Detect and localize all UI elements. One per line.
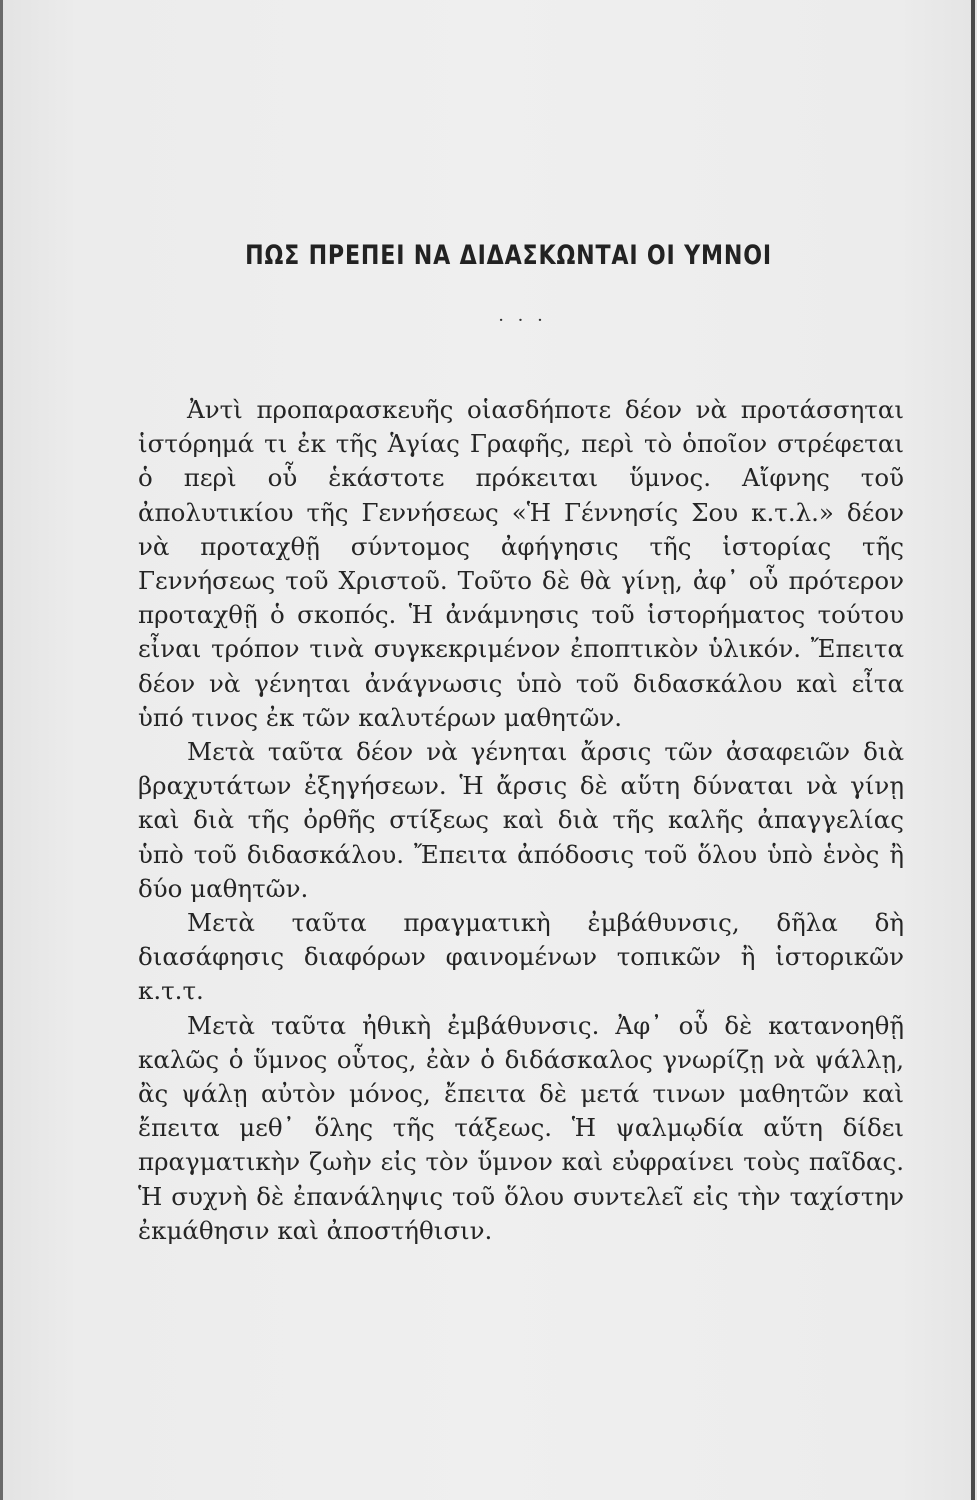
page-left-edge	[0, 0, 3, 1500]
paragraph-4: Μετὰ ταῦτα ἠθικὴ ἐμβάθυνσις. Ἀφ᾿ οὗ δὲ κατανοηθῇ καλῶς ὁ ὕμνος οὗτος, ἐὰν ὁ διδάσκαλος γνωρίζῃ νὰ ψάλλῃ, ἂς ψάλῃ αὐτὸν μόνος, ἔπειτα δὲ μετά τινων μαθητῶν καὶ ἔπειτα μεθ᾿ ὅλης τῆς τάξεως. Ἡ ψαλμῳδία αὕτη δίδει πραγματικὴν ζωὴν εἰς τὸν ὕμνον καὶ εὐφραίνει τοὺς παῖδας. Ἡ συχνὴ δὲ ἐπανάληψις τοῦ ὅλου συντελεῖ εἰς τὴν ταχίστην ἐκμάθησιν καὶ ἀποστήθισιν.	[138, 1010, 904, 1245]
page-right-edge	[971, 0, 975, 1500]
paragraph-1: Ἀντὶ προπαρασκευῆς οἱασδήποτε δέον νὰ προτάσσηται ἱστόρημά τι ἐκ τῆς Ἁγίας Γραφῆς, περὶ τὸ ὁποῖον στρέφεται ὁ περὶ οὗ ἑκάστοτε πρόκειται ὕμνος. Αἴφνης τοῦ ἀπολυτικίου τῆς Γεννήσεως «Ἡ Γέννησίς Σου κ.τ.λ.» δέον νὰ προταχθῇ σύντομος ἀφήγησις τῆς ἱστορίας τῆς Γεννήσεως τοῦ Χριστοῦ. Τοῦτο δὲ θὰ γίνῃ, ἀφ᾿ οὗ πρότερον προταχθῇ ὁ σκοπός. Ἡ ἀνάμνησις τοῦ ἱστορήματος τούτου εἶναι τρόπον τινὰ συγκεκριμένον ἐποπτικὸν ὑλικόν. Ἔπειτα δέον νὰ γένηται ἀνάγνωσις ὑπὸ τοῦ διδασκάλου καὶ εἶτα ὑπό τινος ἐκ τῶν καλυτέρων μαθητῶν.	[138, 395, 904, 732]
chapter-title: ΠΩΣ ΠΡΕΠΕΙ ΝΑ ΔΙΔΑΣΚΩΝΤΑΙ ΟΙ ΥΜΝΟΙ	[245, 240, 772, 271]
body-text	[138, 393, 904, 1248]
paragraph-3: Μετὰ ταῦτα πραγματικὴ ἐμβάθυνσις, δῆλα δὴ διασάφησις διαφόρων φαινομένων τοπικῶν ἢ ἱστορικῶν κ.τ.τ.	[138, 908, 904, 1006]
title-ornament: · · ·	[498, 310, 547, 331]
paragraph-2: Μετὰ ταῦτα δέον νὰ γένηται ἄρσις τῶν ἀσαφειῶν διὰ βραχυτάτων ἐξηγήσεων. Ἡ ἄρσις δὲ αὕτη δύναται νὰ γίνῃ καὶ διὰ τῆς ὀρθῆς στίξεως καὶ διὰ τῆς καλῆς ἀπαγγελίας ὑπὸ τοῦ διδασκάλου. Ἔπειτα ἀπόδοσις τοῦ ὅλου ὑπὸ ἑνὸς ἢ δύο μαθητῶν.	[138, 737, 904, 903]
